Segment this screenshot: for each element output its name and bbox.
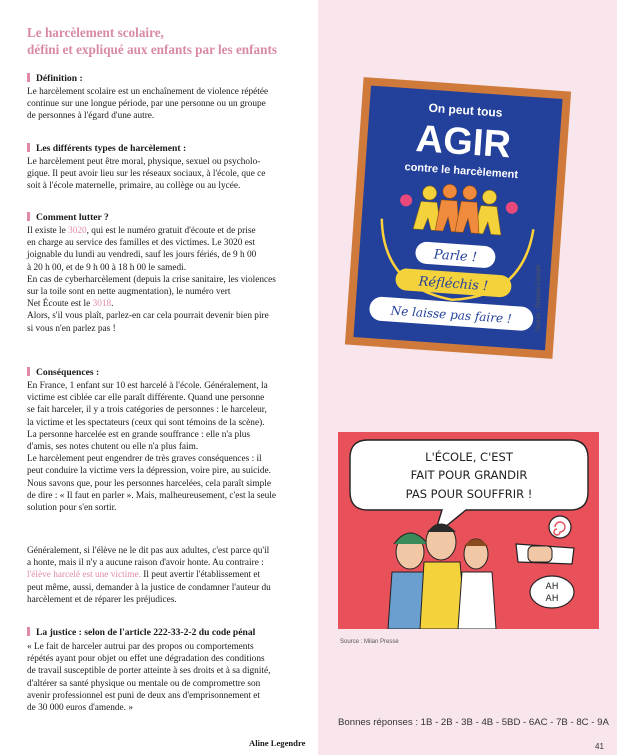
heading-types: Les différents types de harcèlement : — [27, 143, 186, 155]
cartoon-line-2: FAIT POUR GRANDIR — [410, 468, 528, 482]
poster-source-caption: Source : Réseau Canopé — [536, 264, 542, 332]
paragraph-consequences: En France, 1 enfant sur 10 est harcelé à l'école. Généralement, la victime est ciblée car elle paraît différente. Quand une personne se fait harceler, il y a trois catégories de personnes : le harceleur, la victime et les spectateurs (ceux qui sont témoins de la scène). La personne harcelée est en grande souffrance : elle n'a plus d'amis, ses notes chutent ou elle n'a plus faim. Le harcèlement peut engendrer de très graves conséquences : il peut conduire la victime vers la dépression, voire pire, au suicide. Nous savons que, pour les personnes harcelées, cela paraît simple de dire : « Il faut en parler ». Mais, malheureusement, c'est la seule solution pour s'en sortir. — [27, 381, 276, 514]
poster-sub-text: contre le harcèlement — [404, 161, 519, 182]
heading-marker — [27, 367, 30, 376]
paragraph-lutter: Il existe le 3020, qui est le numéro gratuit d'écoute et de prise en charge au service des familles et des victimes. Le 3020 est joignable du lundi au vendredi, sauf les jours fériés, de 9 h 00 à 20 h 00, et de 9 h 00 à 18 h 00 le samedi. En cas de cyberharcèlement (depuis la crise sanitaire, les violences sur la toile sont en nette augmentation), le numéro vert Net Écoute est le 3018. Alors, s'il vous plaît, parlez-en car cela pourrait devenir bien pire si vous n'en parlez pas ! — [27, 226, 276, 334]
quiz-answers: Bonnes réponses : 1B - 2B - 3B - 4B - 5BD - 6AC - 7B - 8C - 9A — [338, 717, 609, 728]
laugh-bubble — [530, 576, 574, 608]
phone-number-3018: 3018 — [92, 299, 112, 310]
svg-text:AH: AH — [545, 582, 559, 592]
cartoon-illustration — [338, 432, 599, 629]
page-number: 41 — [595, 742, 604, 751]
cartoon-line-1: L'ÉCOLE, C'EST — [425, 450, 513, 464]
heading-consequences: Conséquences : — [27, 367, 99, 379]
victim-highlight: l'élève harcelé est une victime. — [27, 570, 141, 581]
svg-text:AH: AH — [545, 594, 559, 604]
poster-artwork — [353, 86, 562, 351]
cartoon-drawing — [338, 432, 599, 629]
paragraph-justice: « Le fait de harceler autrui par des propos ou comportements répétés ayant pour objet ou effet une dégradation des conditions de travail susceptible de porter atteinte à ses droits et à sa dignité, d'altérer sa santé physique ou mentale ou de compromettre son avenir professionnel est puni de deux ans d'emprisonnement et de 30 000 euros d'amende. » — [27, 642, 271, 714]
phone-number-3020: 3020 — [68, 226, 87, 236]
poster-word-laisse: Ne laisse pas faire ! — [390, 303, 513, 326]
author-signature: Aline Legendre — [249, 738, 306, 748]
cartoon-line-3: PAS POUR SOUFFRIR ! — [405, 487, 533, 501]
poster-word-reflechis: Réfléchis ! — [418, 274, 489, 295]
heading-definition: Définition : — [27, 73, 83, 85]
fist-icon — [516, 544, 574, 564]
cartoon-source-caption: Source : Milan Presse — [340, 639, 399, 645]
poster-word-parle: Parle ! — [433, 247, 478, 266]
paragraph-definition: Le harcèlement scolaire est un enchaînement de violence répétée continue sur une longue période, par une personne ou un groupe de personnes à l'égard d'une autre. — [27, 87, 269, 122]
heading-marker — [27, 143, 30, 152]
snail-icon — [549, 516, 571, 538]
heading-lutter: Comment lutter ? — [27, 212, 109, 224]
poster-illustration — [353, 86, 562, 351]
page-title: Le harcèlement scolaire, défini et expliqué aux enfants par les enfants — [27, 25, 277, 57]
paragraph-eleve: Généralement, si l'élève ne le dit pas aux adultes, c'est parce qu'il a honte, mais il n'y a aucune raison d'avoir honte. Au contraire : l'élève harcelé est une victime. Il peut avertir l'établissement et peut même, aussi, demander à la justice de condamner l'auteur du harcèlement et de réparer les préjudices. — [27, 546, 271, 605]
poster-big-text: AGIR — [414, 117, 513, 167]
paragraph-types: Le harcèlement peut être moral, physique, sexuel ou psycholo- gique. Il peut avoir lieu sur les réseaux sociaux, à l'école, que ce soit à l'école maternelle, primaire, au collège ou au lycée. — [27, 157, 266, 192]
poster-top-text: On peut tous — [428, 100, 503, 120]
heading-marker — [27, 73, 30, 82]
heading-marker — [27, 627, 30, 636]
children-figures — [388, 524, 496, 629]
heading-justice: La justice : selon de l'article 222-33-2-2 du code pénal — [27, 627, 255, 639]
paper-people-icon — [398, 181, 519, 236]
heading-marker — [27, 212, 30, 221]
illustration-sidebar — [318, 0, 617, 755]
